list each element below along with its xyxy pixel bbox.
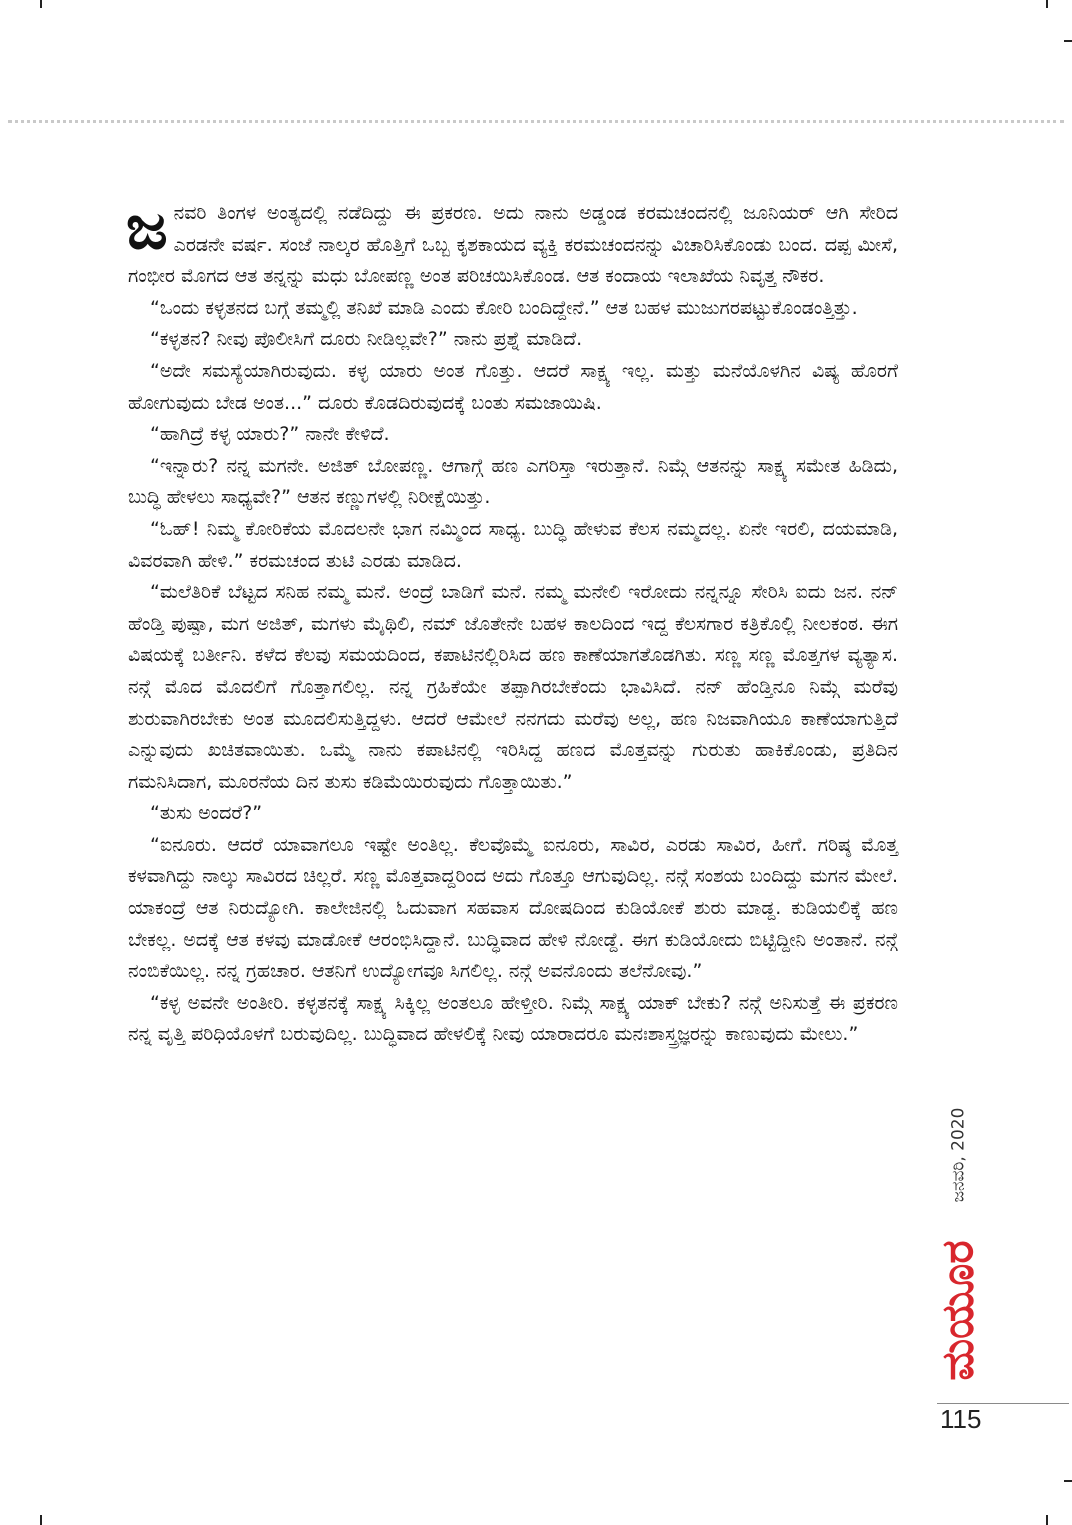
article-paragraph: “ಕಳ್ಳ ಅವನೇ ಅಂತೀರಿ. ಕಳ್ಳತನಕ್ಕೆ ಸಾಕ್ಷ್ಯ ಸಿಕ್ಕಿಲ್ಲ ಅಂತಲೂ ಹೇಳ್ತೀರಿ. ನಿಮ್ಗೆ ಸಾಕ್ಷ್ಯ ಯಾಕ್ ಬೇಕು? ನನ್ಗೆ ಅನಿಸುತ್ತೆ ಈ ಪ್ರಕರಣ ನನ್ನ ವೃತ್ತಿ ಪರಿಧಿಯೊಳಗೆ ಬರುವುದಿಲ್ಲ. ಬುದ್ಧಿವಾದ ಹೇಳಲಿಕ್ಕೆ ನೀವು ಯಾರಾದರೂ ಮನಃಶಾಸ್ತ್ರಜ್ಞರನ್ನು ಕಾಣುವುದು ಮೇಲು.” xyxy=(128,991,898,1046)
drop-cap: ಜ xyxy=(126,190,168,263)
article-paragraph: “ಐನೂರು. ಆದರೆ ಯಾವಾಗಲೂ ಇಷ್ಟೇ ಅಂತಿಲ್ಲ. ಕೆಲವೊಮ್ಮೆ ಐನೂರು, ಸಾವಿರ, ಎರಡು ಸಾವಿರ, ಹೀಗೆ. ಗರಿಷ್ಠ ಮೊತ್ತ ಕಳವಾಗಿದ್ದು ನಾಲ್ಕು ಸಾವಿರದ ಚಿಲ್ಲರೆ. ಸಣ್ಣ ಮೊತ್ತವಾದ್ದರಿಂದ ಅದು ಗೊತ್ತೂ ಆಗುವುದಿಲ್ಲ. ನನ್ಗೆ ಸಂಶಯ ಬಂದಿದ್ದು ಮಗನ ಮೇಲೆ. ಯಾಕಂದ್ರೆ ಆತ ನಿರುದ್ಯೋಗಿ. ಕಾಲೇಜಿನಲ್ಲಿ ಓದುವಾಗ ಸಹವಾಸ ದೋಷದಿಂದ ಕುಡಿಯೋಕೆ ಶುರು ಮಾಡ್ದ. ಕುಡಿಯಲಿಕ್ಕೆ ಹಣ ಬೇಕಲ್ಲ. ಅದಕ್ಕೆ ಆತ ಕಳವು ಮಾಡೋಕೆ ಆರಂಭಿಸಿದ್ದಾನೆ. ಬುದ್ಧಿವಾದ ಹೇಳಿ ನೋಡ್ದೆ. ಈಗ ಕುಡಿಯೋದು ಬಿಟ್ಟಿದ್ದೀನಿ ಅಂತಾನೆ. ನನ್ಗೆ ನಂಬಿಕೆಯಿಲ್ಲ. ನನ್ನ ಗ್ರಹಚಾರ. ಆತನಿಗೆ ಉದ್ಯೋಗವೂ ಸಿಗಲಿಲ್ಲ. ನನ್ಗೆ ಅವನೊಂದು ತಲೆನೋವು.” xyxy=(128,833,898,983)
crop-mark-top-right xyxy=(1046,0,1048,8)
crop-mark-right-upper xyxy=(1064,40,1072,42)
page-number: 115 xyxy=(940,1404,982,1434)
article-paragraph: “ಇನ್ನಾರು? ನನ್ನ ಮಗನೇ. ಅಜಿತ್ ಬೋಪಣ್ಣ. ಆಗಾಗ್ಗೆ ಹಣ ಎಗರಿಸ್ತಾ ಇರುತ್ತಾನೆ. ನಿಮ್ಗೆ ಆತನನ್ನು ಸಾಕ್ಷ್ಯ ಸಮೇತ ಹಿಡಿದು, ಬುದ್ಧಿ ಹೇಳಲು ಸಾಧ್ಯವೇ?” ಆತನ ಕಣ್ಣುಗಳಲ್ಲಿ ನಿರೀಕ್ಷೆಯಿತ್ತು. xyxy=(128,454,898,509)
crop-mark-right-lower xyxy=(1064,1480,1072,1482)
issue-date xyxy=(930,1090,986,1220)
magazine-logo xyxy=(930,1220,986,1400)
article-body xyxy=(126,190,898,1051)
issue-date-text: ಜನವರಿ, 2020 xyxy=(948,1107,968,1203)
article-paragraph: “ತುಸು ಅಂದರೆ?” xyxy=(150,802,263,825)
article-paragraph: “ಹಾಗಿದ್ರೆ ಕಳ್ಳ ಯಾರು?” ನಾನೇ ಕೇಳಿದೆ. xyxy=(150,423,390,446)
article-paragraph xyxy=(126,190,898,293)
magazine-name: ಮಯೂರ xyxy=(932,1239,984,1381)
crop-mark-bottom-right xyxy=(1046,1515,1048,1525)
crop-mark-bottom-left xyxy=(40,1515,42,1525)
crop-mark-top-left xyxy=(40,0,42,8)
article-paragraph: “ಒಂದು ಕಳ್ಳತನದ ಬಗ್ಗೆ ತಮ್ಮಲ್ಲಿ ತನಿಖೆ ಮಾಡಿ ಎಂದು ಕೋರಿ ಬಂದಿದ್ದೇನೆ.” ಆತ ಬಹಳ ಮುಜುಗರಪಟ್ಟುಕೊಂಡಂತ್ತಿತ್ತು. xyxy=(150,296,858,319)
header-dotted-rule xyxy=(8,120,1064,123)
article-paragraph: “ಓಹ್! ನಿಮ್ಮ ಕೋರಿಕೆಯ ಮೊದಲನೇ ಭಾಗ ನಮ್ಮಿಂದ ಸಾಧ್ಯ. ಬುದ್ಧಿ ಹೇಳುವ ಕೆಲಸ ನಮ್ಮದಲ್ಲ. ಏನೇ ಇರಲಿ, ದಯಮಾಡಿ, ವಿವರವಾಗಿ ಹೇಳಿ.” ಕರಮಚಂದ ತುಟಿ ಎರಡು ಮಾಡಿದ. xyxy=(128,517,898,572)
paragraph-text: ನವರಿ ತಿಂಗಳ ಅಂತ್ಯದಲ್ಲಿ ನಡೆದಿದ್ದು ಈ ಪ್ರಕರಣ. ಅದು ನಾನು ಅಡ್ಡಂಡ ಕರಮಚಂದನಲ್ಲಿ ಜೂನಿಯರ್ ಆಗಿ ಸೇರಿದ ಎರಡನೇ ವರ್ಷ. ಸಂಜೆ ನಾಲ್ಕರ ಹೊತ್ತಿಗೆ ಒಬ್ಬ ಕೃಶಕಾಯದ ವ್ಯಕ್ತಿ ಕರಮಚಂದನನ್ನು ವಿಚಾರಿಸಿಕೊಂಡು ಬಂದ. ದಪ್ಪ ಮೀಸೆ, ಗಂಭೀರ ಮೊಗದ ಆತ ತನ್ನನ್ನು ಮಧು ಬೋಪಣ್ಣ ಅಂತ ಪರಿಚಯಿಸಿಕೊಂಡ. ಆತ ಕಂದಾಯ ಇಲಾಖೆಯ ನಿವೃತ್ತ ನೌಕರ. xyxy=(128,202,898,288)
article-paragraph: “ಕಳ್ಳತನ? ನೀವು ಪೊಲೀಸಿಗೆ ದೂರು ನೀಡಿಲ್ಲವೇ?” ನಾನು ಪ್ರಶ್ನೆ ಮಾಡಿದೆ. xyxy=(150,328,583,351)
article-paragraph: “ಮಲೆತಿರಿಕೆ ಬೆಟ್ಟದ ಸನಿಹ ನಮ್ಮ ಮನೆ. ಅಂದ್ರೆ ಬಾಡಿಗೆ ಮನೆ. ನಮ್ಮ ಮನೇಲಿ ಇರೋದು ನನ್ನನ್ನೂ ಸೇರಿಸಿ ಐದು ಜನ. ನನ್ ಹೆಂಡ್ತಿ ಪುಷ್ಪಾ, ಮಗ ಅಜಿತ್, ಮಗಳು ಮೈಥಿಲಿ, ನಮ್ ಜೊತೇನೇ ಬಹಳ ಕಾಲದಿಂದ ಇದ್ದ ಕೆಲಸಗಾರ ಕತ್ರಿಕೊಲ್ಲಿ ನೀಲಕಂಠ. ಈಗ ವಿಷಯಕ್ಕೆ ಬರ್ತೀನಿ. ಕಳೆದ ಕೆಲವು ಸಮಯದಿಂದ, ಕಪಾಟಿನಲ್ಲಿರಿಸಿದ ಹಣ ಕಾಣೆಯಾಗತೊಡಗಿತು. ಸಣ್ಣ ಸಣ್ಣ ಮೊತ್ತಗಳ ವ್ಯತ್ಯಾಸ. ನನ್ಗೆ ಮೊದ ಮೊದಲಿಗೆ ಗೊತ್ತಾಗಲಿಲ್ಲ. ನನ್ನ ಗ್ರಹಿಕೆಯೇ ತಪ್ಪಾಗಿರಬೇಕೆಂದು ಭಾವಿಸಿದೆ. ನನ್ ಹೆಂಡ್ತಿನೂ ನಿಮ್ಗೆ ಮರೆವು ಶುರುವಾಗಿರಬೇಕು ಅಂತ ಮೂದಲಿಸುತ್ತಿದ್ದಳು. ಆದರೆ ಆಮೇಲೆ ನನಗದು ಮರೆವು ಅಲ್ಲ, ಹಣ ನಿಜವಾಗಿಯೂ ಕಾಣೆಯಾಗುತ್ತಿದೆ ಎನ್ನುವುದು ಖಚಿತವಾಯಿತು. ಒಮ್ಮೆ ನಾನು ಕಪಾಟಿನಲ್ಲಿ ಇರಿಸಿದ್ದ ಹಣದ ಮೊತ್ತವನ್ನು ಗುರುತು ಹಾಕಿಕೊಂಡು, ಪ್ರತಿದಿನ ಗಮನಿಸಿದಾಗ, ಮೂರನೆಯ ದಿನ ತುಸು ಕಡಿಮೆಯಿರುವುದು ಗೊತ್ತಾಯಿತು.” xyxy=(128,581,898,793)
article-paragraph: “ಅದೇ ಸಮಸ್ಯೆಯಾಗಿರುವುದು. ಕಳ್ಳ ಯಾರು ಅಂತ ಗೊತ್ತು. ಆದರೆ ಸಾಕ್ಷ್ಯ ಇಲ್ಲ. ಮತ್ತು ಮನೆಯೊಳಗಿನ ವಿಷ್ಯ ಹೊರಗೆ ಹೋಗುವುದು ಬೇಡ ಅಂತ...” ದೂರು ಕೊಡದಿರುವುದಕ್ಕೆ ಬಂತು ಸಮಜಾಯಿಷಿ. xyxy=(128,359,898,414)
